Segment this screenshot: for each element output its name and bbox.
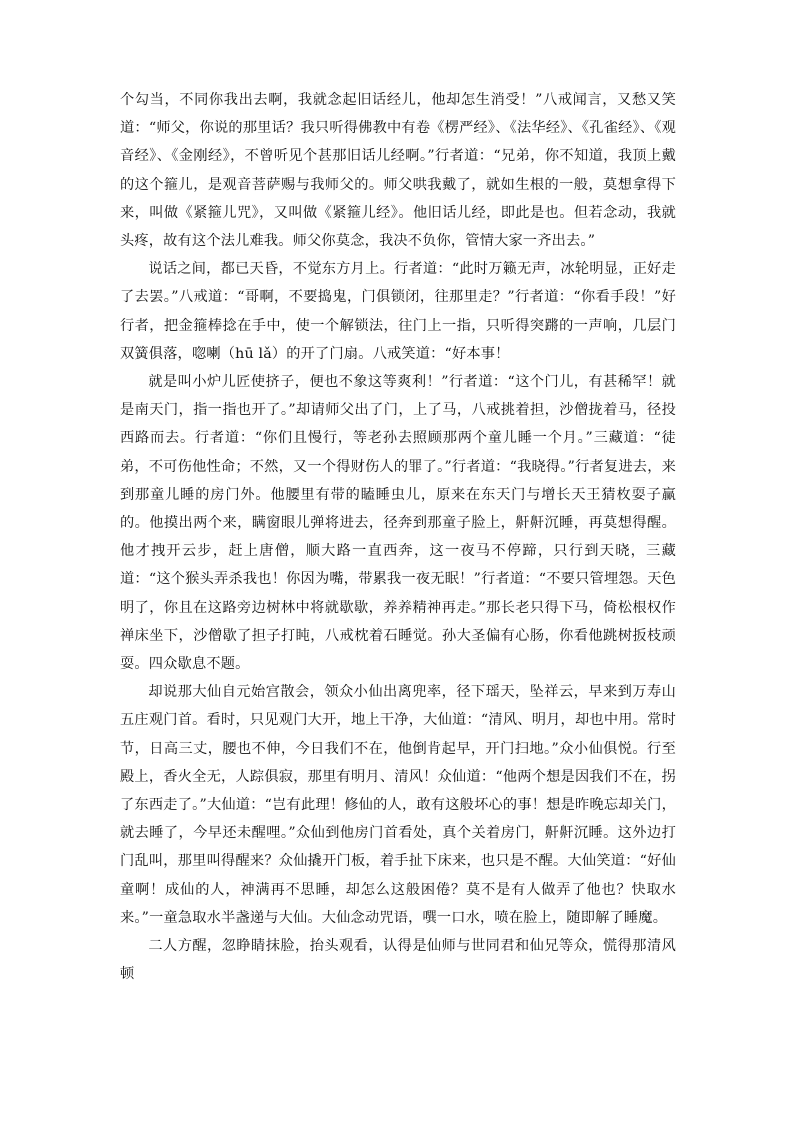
paragraph: 却说那大仙自元始宫散会，领众小仙出离兜率，径下瑶天，坠祥云，早来到万寿山五庄观门首。看时，只见观门大开，地上干净，大仙道：“清风、明月，却也中用。常时节，日高三丈，腰也不伸，今日我们不在，他倒肯起早，开门扫地。”众小仙俱悦。行至殿上，香火全无，人踪俱寂，那里有明月、清风！众仙道：“他两个想是因我们不在，拐了东西走了。”大仙道：“岂有此理！修仙的人，敢有这般坏心的事！想是昨晚忘却关门，就去睡了，今早还未醒哩。”众仙到他房门首看处，真个关着房门，鼾鼾沉睡。这外边打门乱叫，那里叫得醒来？众仙撬开门板，着手扯下床来，也只是不醒。大仙笑道：“好仙童啊！成仙的人，神满再不思睡，却怎么这般困倦？莫不是有人做弄了他也？快取水来。”一童急取水半盏递与大仙。大仙念动咒语，噀一口水，喷在脸上，随即解了睡魔。 bbox=[120, 684, 676, 926]
text-body bbox=[120, 86, 676, 989]
paragraph: 说话之间，都已天昏，不觉东方月上。行者道：“此时万籁无声，冰轮明显，正好走了去罢。”八戒道：“哥啊，不要捣鬼，门俱锁闭，往那里走？”行者道：“你看手段！”好行者，把金箍棒捻在手中，使一个解锁法，往门上一指，只听得突蹡的一声响，几层门双簧俱落，唿喇（hū lǎ）的开了门扇。八戒笑道：“好本事！ bbox=[120, 261, 676, 362]
paragraph-continued: 个勾当，不同你我出去啊，我就念起旧话经儿，他却怎生消受！”八戒闻言，又愁又笑道：“师父，你说的那里话？我只听得佛教中有卷《楞严经》、《法华经》、《孔雀经》、《观音经》、《金刚经》，不曾听见个甚那旧话儿经啊。”行者道：“兄弟，你不知道，我顶上戴的这个箍儿，是观音菩萨赐与我师父的。师父哄我戴了，就如生根的一般，莫想拿得下来，叫做《紧箍儿咒》，又叫做《紧箍儿经》。他旧话儿经，即此是也。但若念动，我就头疼，故有这个法儿难我。师父你莫念，我决不负你，管情大家一齐出去。” bbox=[120, 92, 676, 250]
paragraph: 就是叫小炉儿匠使挤子，便也不象这等爽利！”行者道：“这个门儿，有甚稀罕！就是南天门，指一指也开了。”却请师父出了门，上了马，八戒挑着担，沙僧拢着马，径投西路而去。行者道：“你们且慢行，等老孙去照顾那两个童儿睡一个月。”三藏道：“徒弟，不可伤他性命；不然，又一个得财伤人的罪了。”行者道：“我晓得。”行者复进去，来到那童儿睡的房门外。他腰里有带的瞌睡虫儿，原来在东天门与增长天王猜枚耍子赢的。他摸出两个来，瞒窗眼儿弹将进去，径奔到那童子脸上，鼾鼾沉睡，再莫想得醒。他才拽开云步，赶上唐僧，顺大路一直西奔，这一夜马不停蹄，只行到天晓，三藏道：“这个猴头弄杀我也！你因为嘴，带累我一夜无眠！”行者道：“不要只管埋怨。天色明了，你且在这路旁边树林中将就歇歇，养养精神再走。”那长老只得下马，倚松根权作禅床坐下，沙僧歇了担子打盹，八戒枕着石睡觉。孙大圣偏有心肠，你看他跳树扳枝顽耍。四众歇息不题。 bbox=[120, 374, 676, 673]
paragraph: 二人方醒，忽睁睛抹脸，抬头观看，认得是仙师与世同君和仙兄等众，慌得那清风顿 bbox=[120, 938, 676, 983]
